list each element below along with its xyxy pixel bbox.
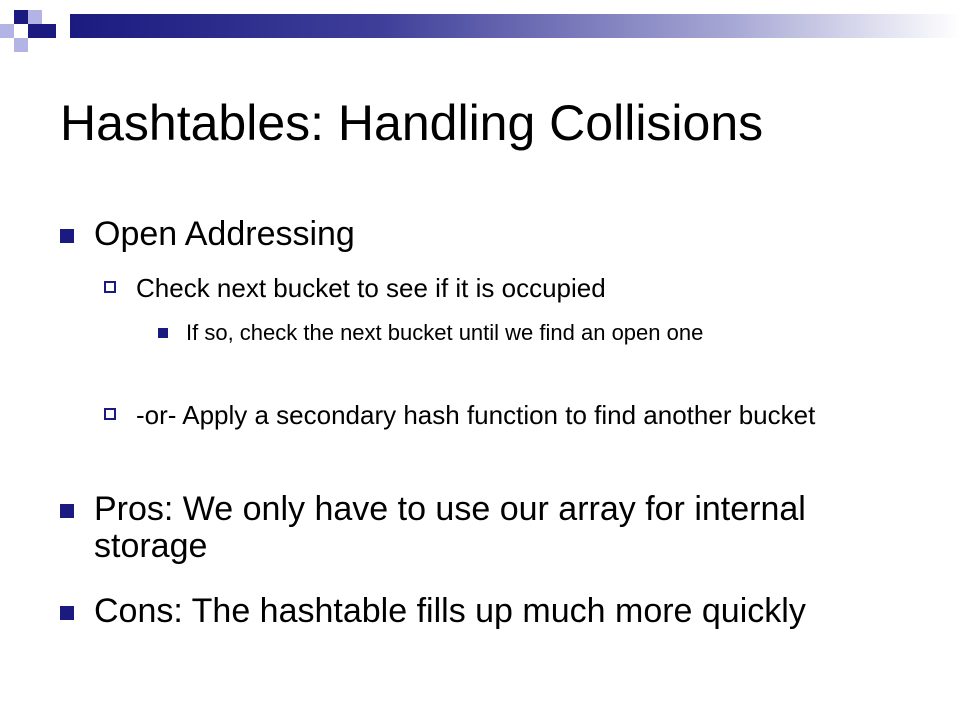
bullet-text: Cons: The hashtable fills up much more quickly [94, 592, 806, 630]
slide-title: Hashtables: Handling Collisions [60, 95, 764, 151]
square-bullet-icon [60, 504, 74, 518]
bullet-text: Open Addressing [94, 215, 355, 253]
sub-bullet-text: Check next bucket to see if it is occupied [136, 273, 606, 303]
square-bullet-icon [60, 606, 74, 620]
sub-bullet-text: -or- Apply a secondary hash function to find another bucket [136, 400, 816, 430]
square-bullet-icon [158, 328, 168, 338]
hollow-square-bullet-icon [104, 408, 116, 420]
sub-sub-bullet-text: If so, check the next bucket until we find an open one [186, 320, 704, 345]
square-bullet-icon [60, 229, 74, 243]
bullet-text: Pros: We only have to use our array for internal storage [94, 490, 806, 565]
hollow-square-bullet-icon [104, 281, 116, 293]
